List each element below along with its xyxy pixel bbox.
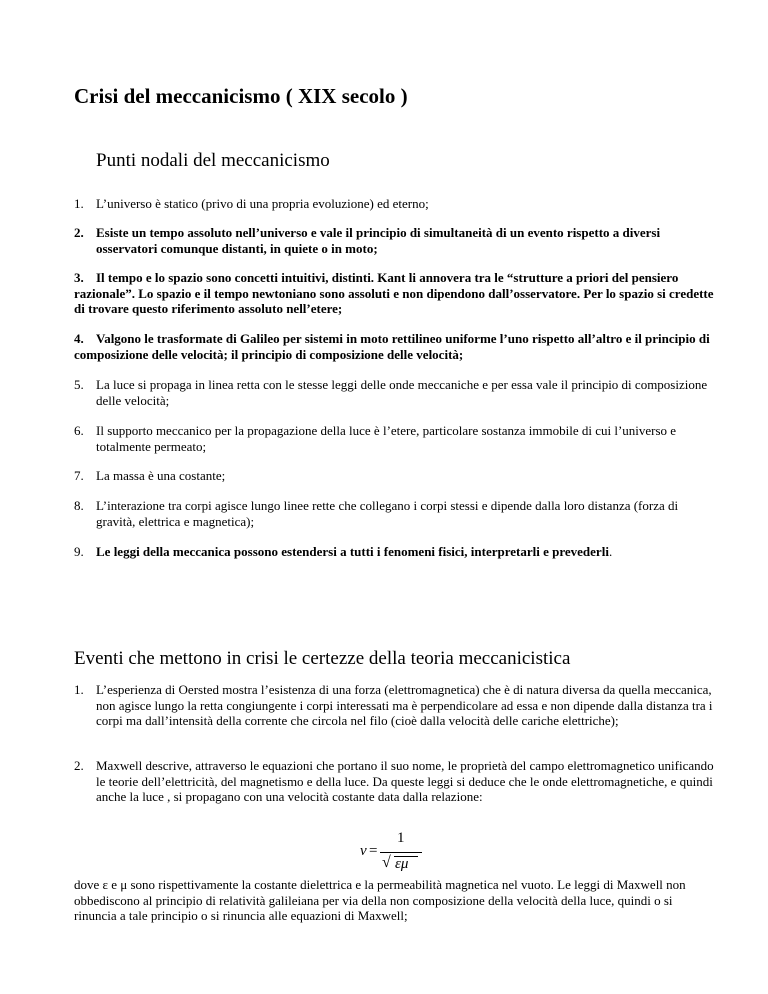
closing-paragraph: dove ε e μ sono rispettivamente la costante dielettrica e la permeabilità magnetica nel vuoto. Le leggi di Maxwell non obbediscono al principio di relatività galileiana per via della non composizione della velocità della luce, quindi o si rinuncia a tale principio o si rinuncia alle equazioni di Maxwell; — [74, 877, 686, 923]
list-item — [74, 331, 714, 362]
list-item — [74, 377, 714, 408]
item-number: 7. — [74, 468, 84, 483]
item-number: 6. — [74, 423, 84, 438]
item-number: 5. — [74, 377, 84, 392]
item-text: Il tempo e lo spazio sono concetti intuitivi, distinti. Kant li annovera tra le “strutture a priori del pensiero razionale”. Lo spazio e il tempo newtoniano sono assoluti e non dipendono dall’osservatore. Per lo spazio si credette di trovare questo riferimento assoluto nell’etere; — [74, 270, 714, 316]
formula-denominator: εμ — [395, 856, 409, 872]
list-item — [74, 544, 714, 560]
list-item — [74, 498, 714, 529]
list-item — [74, 758, 714, 805]
list-item — [74, 682, 714, 729]
item-text: L’esperienza di Oersted mostra l’esistenza di una forza (elettromagnetica) che è di natura diversa da quella meccanica, non agisce lungo la retta congiungente i corpi interessati ma è perpendicolare ad essa e non dipende dalla distanza tra i corpi ma dall’intensità della corrente che circola nel filo (cioè dalla velocità delle cariche elettriche); — [96, 682, 713, 728]
item-number: 8. — [74, 498, 84, 513]
item-number: 1. — [74, 682, 84, 697]
formula-equals: = — [369, 843, 378, 859]
item-text: Le leggi della meccanica possono estendersi a tutti i fenomeni fisici, interpretarli e prevederli — [96, 544, 609, 559]
item-text: Maxwell descrive, attraverso le equazioni che portano il suo nome, le proprietà del campo elettromagnetico unificando le teorie dell’elettricità, del magnetismo e della luce. Da queste leggi si deduce che le onde elettromagnetiche, e quindi anche la luce , si propagano con una velocità costante data dalla relazione: — [96, 758, 714, 804]
item-number: 2. — [74, 758, 84, 773]
list-item — [74, 196, 714, 212]
section1-heading: Punti nodali del meccanicismo — [96, 150, 330, 171]
fraction-bar — [380, 852, 422, 853]
list-item — [74, 225, 714, 256]
page-title: Crisi del meccanicismo ( XIX secolo ) — [74, 84, 408, 108]
item-text: La luce si propaga in linea retta con le stesse leggi delle onde meccaniche e per essa vale il principio di composizione delle velocità; — [96, 377, 708, 408]
list-item — [74, 270, 714, 317]
item-number: 4. — [74, 331, 84, 346]
list-item — [74, 423, 714, 454]
sqrt-symbol: √ — [382, 854, 391, 871]
item-number: 9. — [74, 544, 84, 559]
item-text-tail: . — [608, 544, 613, 559]
item-number: 2. — [74, 225, 84, 240]
item-text: Valgono le trasformate di Galileo per sistemi in moto rettilineo uniforme l’uno rispetto all’altro e il principio di composizione delle velocità; il principio di composizione delle velocità; — [74, 331, 710, 362]
item-text: Il supporto meccanico per la propagazione della luce è l’etere, particolare sostanza immobile di cui l’universo e totalmente permeato; — [96, 423, 677, 454]
formula-lhs: v — [360, 843, 367, 859]
section2-heading: Eventi che mettono in crisi le certezze della teoria meccanicistica — [74, 648, 571, 669]
formula-numerator: 1 — [397, 830, 405, 846]
item-text: La massa è una costante; — [96, 468, 226, 483]
velocity-formula — [360, 830, 440, 876]
item-text: L’universo è statico (privo di una propria evoluzione) ed eterno; — [96, 196, 429, 211]
item-number: 1. — [74, 196, 84, 211]
item-number: 3. — [74, 270, 84, 285]
item-text: L’interazione tra corpi agisce lungo linee rette che collegano i corpi stessi e dipende dalla loro distanza (forza di gravità, elettrica e magnetica); — [96, 498, 679, 529]
list-item — [74, 468, 714, 484]
item-text: Esiste un tempo assoluto nell’universo e vale il principio di simultaneità di un evento rispetto a diversi osservatori comunque distanti, in quiete o in moto; — [96, 225, 661, 256]
